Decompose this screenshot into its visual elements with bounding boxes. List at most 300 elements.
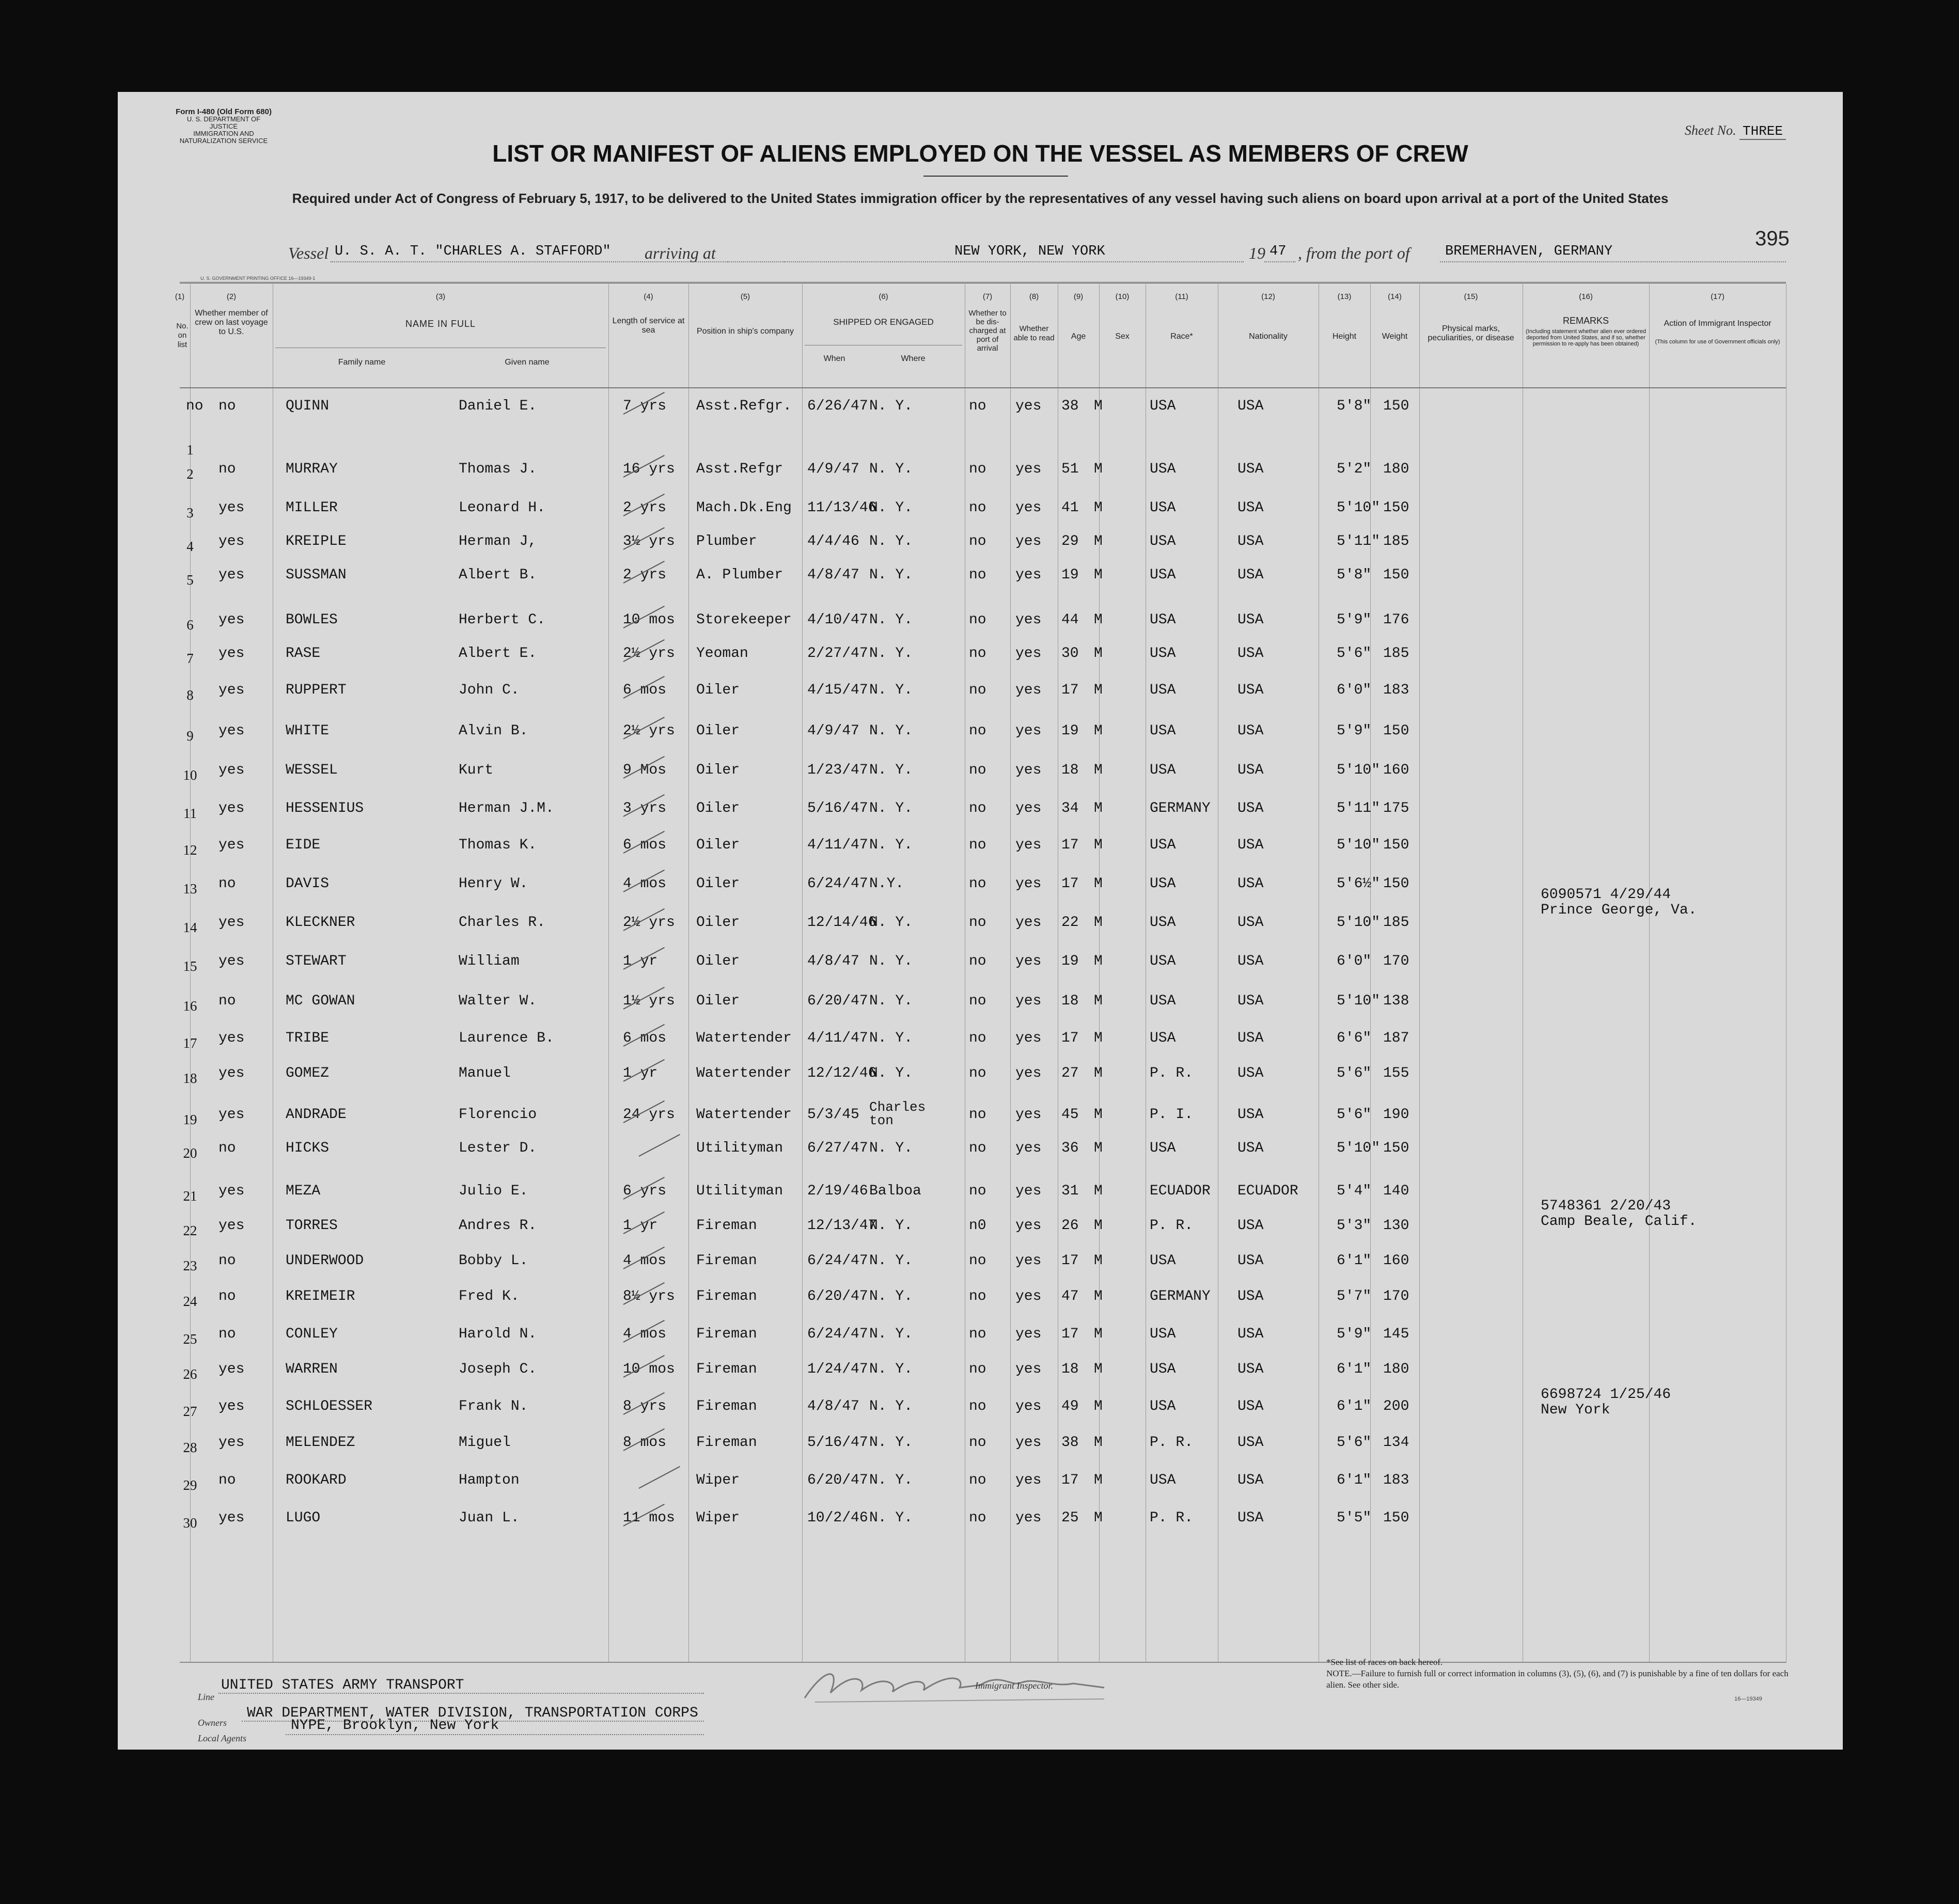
member-before-value: yes [218, 1510, 245, 1526]
age: 45 [1061, 1107, 1079, 1123]
header-age: Age [1071, 332, 1086, 341]
row-number: 6 [186, 617, 194, 633]
row-number: 17 [183, 1035, 197, 1051]
vessel-name: U. S. A. T. "CHARLES A. STAFFORD" [335, 244, 611, 259]
position: Fireman [696, 1253, 757, 1269]
family-name: RUPPERT [286, 682, 347, 698]
member-before-value: yes [218, 1218, 245, 1234]
row-number: 5 [186, 572, 194, 588]
length-of-service: 6 mos [623, 1030, 667, 1046]
height: 5'11" [1337, 800, 1381, 816]
able-to-read: yes [1015, 1140, 1042, 1156]
member-before-value: yes [218, 567, 245, 583]
length-of-service: 8 yrs [623, 1398, 667, 1414]
family-name: MELENDEZ [286, 1435, 355, 1451]
shipped-when: 12/12/46 [807, 1065, 877, 1081]
header-race: Race* [1170, 332, 1193, 341]
given-name: Harold N. [459, 1326, 537, 1342]
discharged-value: no [969, 762, 986, 778]
shipped-where: N. Y. [869, 1510, 913, 1526]
member-before-value: yes [218, 646, 245, 662]
row-number: 4 [186, 539, 194, 554]
position: Utilityman [696, 1140, 783, 1156]
age: 18 [1061, 762, 1079, 778]
given-name: Henry W. [459, 876, 528, 892]
sex: M [1094, 1361, 1103, 1377]
row-number: 7 [186, 651, 194, 666]
family-name: DAVIS [286, 876, 330, 892]
nationality: USA [1237, 1140, 1264, 1156]
age: 17 [1061, 1030, 1079, 1046]
column-number: (3) [435, 292, 446, 301]
given-name: Leonard H. [459, 500, 546, 516]
row-number: 25 [183, 1331, 197, 1347]
sheet-number-label: Sheet No. [1684, 123, 1736, 138]
age: 17 [1061, 682, 1079, 698]
column-number: (10) [1115, 292, 1130, 301]
shipped-when: 6/27/47 [807, 1140, 868, 1156]
discharged-value: no [969, 1435, 986, 1451]
family-name: WHITE [286, 723, 330, 739]
member-before-value: no [218, 993, 236, 1009]
shipped-when: 12/13/47 [807, 1218, 877, 1234]
given-name: Herman J, [459, 533, 537, 549]
age: 25 [1061, 1510, 1079, 1526]
shipped-where: Charles ton [869, 1099, 926, 1128]
row-number: 12 [183, 842, 197, 858]
race: USA [1150, 682, 1176, 698]
height: 5'2" [1337, 461, 1372, 477]
family-name: WARREN [286, 1361, 338, 1377]
family-name: MC GOWAN [286, 993, 355, 1009]
column-rule [1010, 284, 1011, 1663]
length-of-service: 4 mos [623, 876, 667, 892]
family-name: KREIPLE [286, 533, 347, 549]
agents-value: NYPE, Brooklyn, New York [291, 1718, 499, 1734]
discharged-value: no [969, 953, 986, 969]
shipped-where: N. Y. [869, 723, 913, 739]
able-to-read: yes [1015, 1361, 1042, 1377]
discharged-value: no [969, 1288, 986, 1304]
race: USA [1150, 1361, 1176, 1377]
position: Fireman [696, 1326, 757, 1342]
agents-label: Local Agents [198, 1733, 247, 1743]
column-number: (13) [1337, 292, 1352, 301]
able-to-read: yes [1015, 646, 1042, 662]
column-number: (1) [175, 292, 185, 301]
sex: M [1094, 953, 1103, 969]
able-to-read: yes [1015, 1510, 1042, 1526]
header-able-read: Whether able to read [1013, 324, 1055, 342]
family-name: EIDE [286, 837, 321, 853]
height: 5'6" [1337, 646, 1372, 662]
race: P. R. [1150, 1435, 1194, 1451]
position: Oiler [696, 876, 740, 892]
sheet-number [1685, 123, 1786, 139]
header-where: Where [901, 354, 926, 363]
inspector-signature [794, 1662, 1125, 1708]
given-name: John C. [459, 682, 520, 698]
header-height: Height [1332, 332, 1357, 341]
given-name: Laurence B. [459, 1030, 554, 1046]
sex: M [1094, 1107, 1103, 1123]
shipped-where: N. Y. [869, 1065, 913, 1081]
weight: 150 [1383, 500, 1409, 516]
row-number: 30 [183, 1515, 197, 1531]
remark-line: 6090571 4/29/44 [1541, 887, 1671, 903]
nationality: USA [1237, 993, 1264, 1009]
race: USA [1150, 1326, 1176, 1342]
length-of-service: 8 mos [623, 1435, 667, 1451]
able-to-read: yes [1015, 461, 1042, 477]
able-to-read: yes [1015, 723, 1042, 739]
position: Wiper [696, 1472, 740, 1488]
height: 6'1" [1337, 1398, 1372, 1414]
header-nationality: Nationality [1249, 332, 1288, 341]
sex: M [1094, 1472, 1103, 1488]
shipped-when: 4/15/47 [807, 682, 868, 698]
column-number: (16) [1579, 292, 1593, 301]
length-of-service: 10 mos [623, 612, 675, 628]
able-to-read: yes [1015, 1288, 1042, 1304]
weight: 150 [1383, 398, 1409, 414]
remark-line: 5748361 2/20/43 [1541, 1198, 1671, 1214]
nationality: USA [1237, 1030, 1264, 1046]
able-to-read: yes [1015, 500, 1042, 516]
weight: 183 [1383, 682, 1409, 698]
sex: M [1094, 915, 1103, 931]
able-to-read: yes [1015, 1398, 1042, 1414]
height: 5'8" [1337, 567, 1372, 583]
shipped-where: N. Y. [869, 953, 913, 969]
table-top-rule [180, 282, 1786, 284]
shipped-where: N. Y. [869, 461, 913, 477]
weight: 160 [1383, 762, 1409, 778]
discharged-value: no [969, 1253, 986, 1269]
shipped-where: N. Y. [869, 533, 913, 549]
header-given-name: Given name [505, 358, 550, 367]
race: USA [1150, 953, 1176, 969]
discharged-value: no [969, 993, 986, 1009]
family-name: TRIBE [286, 1030, 330, 1046]
shipped-where: N. Y. [869, 1288, 913, 1304]
nationality: USA [1237, 1253, 1264, 1269]
nationality: USA [1237, 1065, 1264, 1081]
shipped-when: 4/10/47 [807, 612, 868, 628]
length-of-service: 4 mos [623, 1326, 667, 1342]
nationality: USA [1237, 762, 1264, 778]
sex: M [1094, 1218, 1103, 1234]
race: P. R. [1150, 1218, 1194, 1234]
remark-line: 6698724 1/25/46 [1541, 1387, 1671, 1403]
shipped-where: N. Y. [869, 837, 913, 853]
race: USA [1150, 646, 1176, 662]
length-of-service: 2 yrs [623, 500, 667, 516]
column-rule [1419, 284, 1420, 1663]
column-number: (6) [879, 292, 888, 301]
given-name: Daniel E. [459, 398, 537, 414]
shipped-when: 11/13/46 [807, 500, 877, 516]
race: USA [1150, 723, 1176, 739]
discharged-value: no [969, 533, 986, 549]
nationality: USA [1237, 953, 1264, 969]
age: 34 [1061, 800, 1079, 816]
age: 17 [1061, 876, 1079, 892]
shipped-when: 4/11/47 [807, 1030, 868, 1046]
shipped-where: N. Y. [869, 1398, 913, 1414]
shipped-when: 1/24/47 [807, 1361, 868, 1377]
discharged-value: no [969, 398, 986, 414]
able-to-read: yes [1015, 533, 1042, 549]
length-of-service: 1 yr [623, 953, 658, 969]
race: USA [1150, 1472, 1176, 1488]
nationality: ECUADOR [1237, 1183, 1298, 1199]
discharged-value: no [969, 567, 986, 583]
member-before-value: yes [218, 723, 245, 739]
height: 5'9" [1337, 1326, 1372, 1342]
nationality: USA [1237, 1398, 1264, 1414]
shipped-when: 6/24/47 [807, 1326, 868, 1342]
header-discharged: Whether to be dis-charged at port of arrival [968, 309, 1007, 353]
height: 5'4" [1337, 1183, 1372, 1199]
sex: M [1094, 1510, 1103, 1526]
weight: 150 [1383, 876, 1409, 892]
header-member-before: Whether member of crew on last voyage to U.S. [195, 309, 268, 336]
shipped-when: 4/9/47 [807, 723, 859, 739]
header-name-in-full: NAME IN FULL [405, 319, 476, 329]
arriving-label: arriving at [645, 244, 716, 262]
position: Oiler [696, 953, 740, 969]
nationality: USA [1237, 567, 1264, 583]
height: 5'7" [1337, 1288, 1372, 1304]
row-number: 21 [183, 1188, 197, 1204]
nationality: USA [1237, 1326, 1264, 1342]
length-of-service: 2 yrs [623, 567, 667, 583]
length-of-service: 3 yrs [623, 800, 667, 816]
shipped-where: N. Y. [869, 1435, 913, 1451]
shipped-when: 6/24/47 [807, 1253, 868, 1269]
row-number: 27 [183, 1404, 197, 1419]
race: USA [1150, 398, 1176, 414]
row-number: 13 [183, 881, 197, 896]
pen-tick [639, 1134, 680, 1157]
weight: 185 [1383, 646, 1409, 662]
able-to-read: yes [1015, 915, 1042, 931]
weight: 150 [1383, 723, 1409, 739]
shipped-when: 6/26/47 [807, 398, 868, 414]
member-before-value: yes [218, 1107, 245, 1123]
member-before-value: yes [218, 1030, 245, 1046]
race: USA [1150, 876, 1176, 892]
member-before-value: no [218, 876, 236, 892]
family-name: RASE [286, 646, 321, 662]
shipped-where: N.Y. [869, 876, 904, 892]
sex: M [1094, 533, 1103, 549]
year-prefix: 19 [1249, 244, 1265, 262]
length-of-service: 8½ yrs [623, 1288, 675, 1304]
discharged-value: no [969, 800, 986, 816]
weight: 134 [1383, 1435, 1409, 1451]
column-rule [1370, 284, 1371, 1663]
height: 5'6" [1337, 1435, 1372, 1451]
row-number: no [186, 398, 203, 414]
header-family-name: Family name [338, 358, 386, 367]
able-to-read: yes [1015, 1107, 1042, 1123]
shipped-when: 4/4/46 [807, 533, 859, 549]
member-before-value: yes [218, 800, 245, 816]
column-rule [1649, 284, 1650, 1663]
header-when: When [823, 354, 845, 363]
length-of-service: 10 mos [623, 1361, 675, 1377]
header-position: Position in ship's company [696, 327, 794, 336]
sex: M [1094, 876, 1103, 892]
race: GERMANY [1150, 800, 1211, 816]
shipped-when: 2/27/47 [807, 646, 868, 662]
family-name: MILLER [286, 500, 338, 516]
nationality: USA [1237, 800, 1264, 816]
shipped-when: 6/20/47 [807, 1472, 868, 1488]
length-of-service: 1½ yrs [623, 993, 675, 1009]
row-number: 22 [183, 1223, 197, 1238]
nationality: USA [1237, 646, 1264, 662]
weight: 190 [1383, 1107, 1409, 1123]
title-rule [923, 176, 1068, 177]
age: 19 [1061, 567, 1079, 583]
vessel-line [288, 244, 1786, 264]
able-to-read: yes [1015, 993, 1042, 1009]
row-number: 19 [183, 1112, 197, 1127]
column-number: (4) [644, 292, 653, 301]
height: 6'1" [1337, 1472, 1372, 1488]
discharged-value: no [969, 1030, 986, 1046]
row-number: 10 [183, 767, 197, 783]
member-before-value: no [218, 1140, 236, 1156]
family-name: UNDERWOOD [286, 1253, 364, 1269]
race: USA [1150, 993, 1176, 1009]
nationality: USA [1237, 500, 1264, 516]
given-name: Thomas J. [459, 461, 537, 477]
shipped-where: N. Y. [869, 1140, 913, 1156]
header-sex: Sex [1115, 332, 1130, 341]
race: USA [1150, 837, 1176, 853]
position: Fireman [696, 1398, 757, 1414]
sex: M [1094, 461, 1103, 477]
given-name: Bobby L. [459, 1253, 528, 1269]
sex: M [1094, 1253, 1103, 1269]
sex: M [1094, 1140, 1103, 1156]
age: 19 [1061, 723, 1079, 739]
shipped-where: N. Y. [869, 398, 913, 414]
shipped-where: Balboa [869, 1183, 921, 1199]
column-rule [608, 284, 609, 1663]
shipped-when: 6/20/47 [807, 993, 868, 1009]
sex: M [1094, 723, 1103, 739]
able-to-read: yes [1015, 1435, 1042, 1451]
sex: M [1094, 1435, 1103, 1451]
shipped-where: N. Y. [869, 993, 913, 1009]
age: 44 [1061, 612, 1079, 628]
member-before-value: yes [218, 1065, 245, 1081]
shipped-where: N. Y. [869, 1472, 913, 1488]
given-name: Herman J.M. [459, 800, 554, 816]
member-before-value: yes [218, 682, 245, 698]
column-number: (17) [1711, 292, 1725, 301]
arriving-at: NEW YORK, NEW YORK [954, 244, 1105, 259]
member-before-value: no [218, 461, 236, 477]
length-of-service: 3½ yrs [623, 533, 675, 549]
column-number: (9) [1073, 292, 1084, 301]
age: 18 [1061, 1361, 1079, 1377]
shipped-where: N. Y. [869, 500, 913, 516]
weight: 175 [1383, 800, 1409, 816]
shipped-when: 4/8/47 [807, 567, 859, 583]
length-of-service: 6 mos [623, 682, 667, 698]
discharged-value: no [969, 915, 986, 931]
age: 51 [1061, 461, 1079, 477]
shipped-where: N. Y. [869, 1253, 913, 1269]
age: 38 [1061, 398, 1079, 414]
race: P. I. [1150, 1107, 1194, 1123]
discharged-value: no [969, 876, 986, 892]
length-of-service: 2½ yrs [623, 915, 675, 931]
pen-tick [639, 1466, 680, 1489]
length-of-service: 6 yrs [623, 1183, 667, 1199]
discharged-value: no [969, 1398, 986, 1414]
able-to-read: yes [1015, 612, 1042, 628]
race: USA [1150, 533, 1176, 549]
stamp-number: 395 [1755, 227, 1790, 250]
family-name: SCHLOESSER [286, 1398, 373, 1414]
position: Oiler [696, 762, 740, 778]
discharged-value: no [969, 1183, 986, 1199]
discharged-value: n0 [969, 1218, 986, 1234]
sex: M [1094, 646, 1103, 662]
position: Fireman [696, 1218, 757, 1234]
able-to-read: yes [1015, 1030, 1042, 1046]
shipped-when: 4/9/47 [807, 461, 859, 477]
member-before-value: no [218, 1253, 236, 1269]
header-remarks-note: (Including statement whether alien ever ordered deported from United States, and if so, whether permission to re-apply has been obtained) [1526, 328, 1646, 347]
position: Oiler [696, 800, 740, 816]
shipped-when: 6/20/47 [807, 1288, 868, 1304]
given-name: Charles R. [459, 915, 546, 931]
able-to-read: yes [1015, 1065, 1042, 1081]
race: USA [1150, 1398, 1176, 1414]
line-label: Line [198, 1692, 215, 1702]
race: USA [1150, 915, 1176, 931]
age: 18 [1061, 993, 1079, 1009]
shipped-when: 4/11/47 [807, 837, 868, 853]
column-number: (2) [226, 292, 237, 301]
given-name: Manuel [459, 1065, 511, 1081]
able-to-read: yes [1015, 1218, 1042, 1234]
given-name: Lester D. [459, 1140, 537, 1156]
able-to-read: yes [1015, 876, 1042, 892]
shipped-when: 1/23/47 [807, 762, 868, 778]
discharged-value: no [969, 1326, 986, 1342]
shipped-when: 10/2/46 [807, 1510, 868, 1526]
weight: 200 [1383, 1398, 1409, 1414]
row-number: 24 [183, 1294, 197, 1309]
remark-line: Camp Beale, Calif. [1541, 1214, 1697, 1230]
member-before-value: yes [218, 1361, 245, 1377]
family-name: SUSSMAN [286, 567, 347, 583]
owners-label: Owners [198, 1718, 227, 1728]
member-before-value: yes [218, 915, 245, 931]
column-rule [802, 284, 803, 1663]
sex: M [1094, 567, 1103, 583]
shipped-when: 5/16/47 [807, 1435, 868, 1451]
